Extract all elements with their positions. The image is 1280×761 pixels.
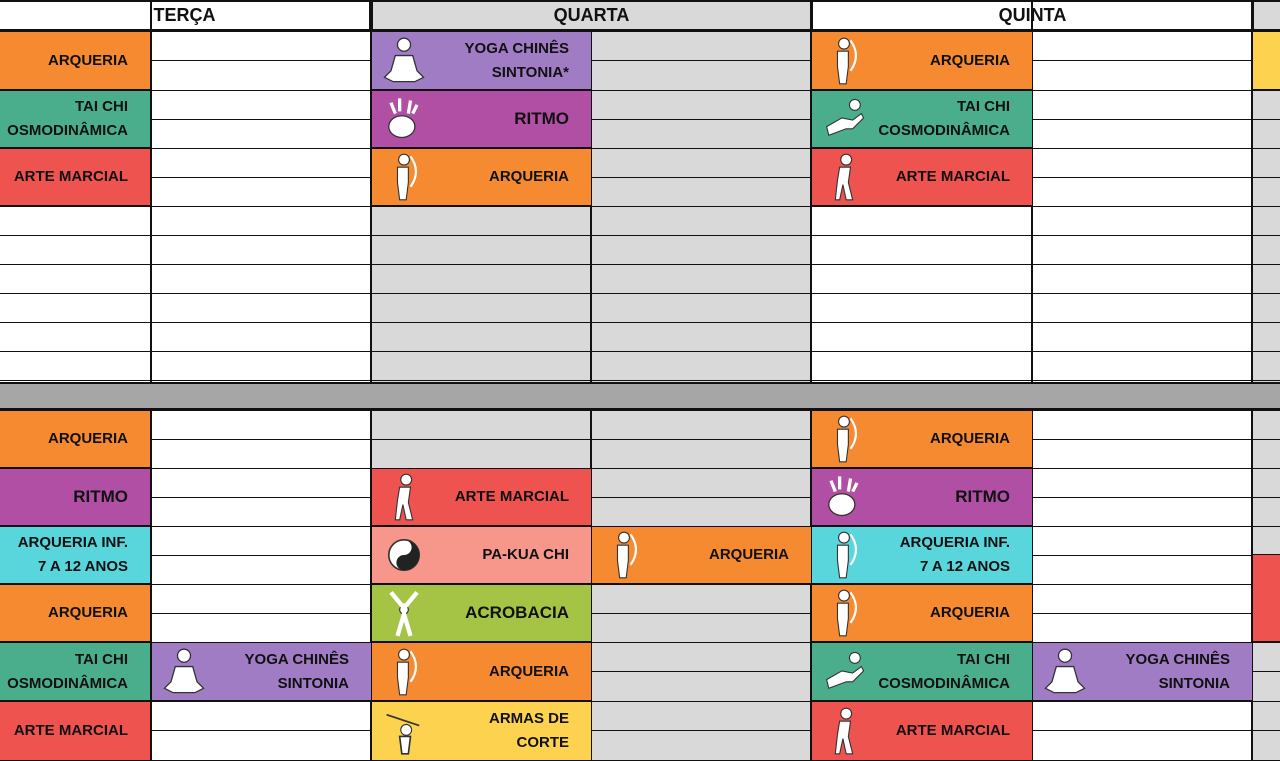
class-arte-marcial[interactable] <box>0 148 151 206</box>
grid-row-line <box>0 410 1280 411</box>
class-arqueria[interactable] <box>811 410 1033 468</box>
class-label: ARQUERIA <box>47 51 128 69</box>
class-label: ARQUERIA <box>929 430 1010 447</box>
class-label: RITMO <box>955 487 1010 506</box>
class-label: TAI CHI OSMODINÂMICA <box>7 98 128 139</box>
grid-row-line <box>0 60 1280 61</box>
class-label: RITMO <box>514 109 569 128</box>
header-quarta: QUARTA <box>371 0 812 31</box>
martial-artist-icon <box>822 706 866 756</box>
class-label: ARTE MARCIAL <box>895 722 1010 739</box>
archer-icon <box>822 588 866 638</box>
grid-row-line <box>0 148 1280 149</box>
header-sexta-partial <box>1252 0 1280 31</box>
acrobat-icon <box>382 588 426 638</box>
class-label: ARTE MARCIAL <box>13 722 128 739</box>
class-label: PA-KUA CHI <box>482 546 569 563</box>
header-quinta: QUINTA <box>811 0 1254 31</box>
grid-row-line <box>0 584 1280 585</box>
archer-icon <box>822 36 866 86</box>
class-label: ARTE MARCIAL <box>454 488 569 505</box>
class-label: ARQUERIA <box>488 662 569 680</box>
grid-row-line <box>0 31 1280 32</box>
class-arqueria[interactable] <box>811 584 1033 642</box>
class-label: ARQUERIA INF. 7 A 12 ANOS <box>899 534 1010 575</box>
class-label: ARTE MARCIAL <box>895 168 1010 185</box>
grid-row-line <box>0 613 1280 614</box>
class-taichi[interactable] <box>811 90 1033 148</box>
yin-yang-icon <box>382 530 426 580</box>
class-label: ARQUERIA <box>929 51 1010 69</box>
class-arqueria-inf[interactable] <box>811 526 1033 584</box>
class-label: ARQUERIA <box>488 168 569 185</box>
class-label: TAI CHI OSMODINÂMICA <box>7 650 128 692</box>
meditation-icon <box>1043 647 1087 697</box>
class-label: YOGA CHINÊS SINTONIA* <box>464 39 569 81</box>
grid-row-line <box>0 264 1280 265</box>
grid-row-line <box>0 439 1280 440</box>
class-ritmo[interactable] <box>371 90 592 148</box>
class-arte-marcial[interactable] <box>811 701 1033 761</box>
class-label: ARMAS DE CORTE <box>488 710 569 751</box>
sword-fighter-icon <box>382 706 426 756</box>
class-label: ARQUERIA <box>929 604 1010 621</box>
grid-row-line <box>0 322 1280 323</box>
class-pakua[interactable] <box>371 526 592 584</box>
class-arqueria[interactable] <box>371 642 592 701</box>
class-yoga[interactable] <box>1032 642 1253 701</box>
grid-row-line <box>0 380 1280 381</box>
class-taichi[interactable] <box>0 90 151 148</box>
grid-row-line <box>0 90 1280 91</box>
class-arqueria[interactable] <box>0 584 151 642</box>
class-label: TAI CHI COSMODINÂMICA <box>878 98 1010 139</box>
archer-icon <box>382 647 426 697</box>
class-armas-partial[interactable] <box>1252 31 1280 90</box>
archer-icon <box>822 530 866 580</box>
class-arqueria[interactable] <box>591 526 812 584</box>
class-label: ARQUERIA INF. 7 A 12 ANOS <box>17 534 128 575</box>
class-taichi[interactable] <box>0 642 151 701</box>
class-label: ARTE MARCIAL <box>13 168 128 185</box>
grid-row-line <box>0 119 1280 120</box>
kick-icon <box>822 94 866 144</box>
kick-icon <box>822 647 866 697</box>
martial-artist-icon <box>382 472 426 522</box>
class-arte-marcial[interactable] <box>371 468 592 526</box>
class-label: TAI CHI COSMODINÂMICA <box>878 650 1010 692</box>
class-arte-marcial[interactable] <box>811 148 1033 206</box>
grid-row-line <box>0 701 1280 702</box>
grid-row-line <box>0 730 1280 731</box>
grid-row-line <box>0 177 1280 178</box>
drum-icon <box>822 472 866 522</box>
meditation-icon <box>382 36 426 86</box>
meditation-icon <box>162 647 206 697</box>
class-armas-de-corte[interactable] <box>371 701 592 761</box>
archer-icon <box>822 414 866 464</box>
period-divider <box>0 382 1280 410</box>
archer-icon <box>602 530 646 580</box>
class-yoga[interactable] <box>151 642 372 701</box>
class-acrobacia[interactable] <box>371 584 592 642</box>
class-label: RITMO <box>73 487 128 506</box>
class-arqueria[interactable] <box>371 148 592 206</box>
class-arqueria[interactable] <box>811 31 1033 90</box>
archer-icon <box>382 152 426 202</box>
class-arqueria[interactable] <box>0 31 151 90</box>
class-arte-marcial[interactable] <box>0 701 151 761</box>
class-ritmo[interactable] <box>811 468 1033 526</box>
grid-row-line <box>0 468 1280 469</box>
class-label: ARQUERIA <box>708 546 789 563</box>
class-arqueria[interactable] <box>0 410 151 468</box>
class-yoga[interactable] <box>371 31 592 90</box>
class-label: YOGA CHINÊS SINTONIA <box>1125 650 1230 692</box>
class-label: YOGA CHINÊS SINTONIA <box>244 650 349 692</box>
grid-row-line <box>0 351 1280 352</box>
grid-row-line <box>0 235 1280 236</box>
class-arqueria-inf[interactable] <box>0 526 151 584</box>
drum-icon <box>382 94 426 144</box>
class-label: ACROBACIA <box>465 603 569 622</box>
grid-row-line <box>0 293 1280 294</box>
class-label: ARQUERIA <box>47 430 128 447</box>
grid-row-line <box>0 497 1280 498</box>
class-ritmo[interactable] <box>0 468 151 526</box>
grid-row-line <box>0 206 1280 207</box>
header-terca: TERÇA <box>0 0 371 31</box>
class-arte-marcial-partial[interactable] <box>1252 554 1280 642</box>
class-label: ARQUERIA <box>47 604 128 621</box>
class-taichi[interactable] <box>811 642 1033 701</box>
martial-artist-icon <box>822 152 866 202</box>
